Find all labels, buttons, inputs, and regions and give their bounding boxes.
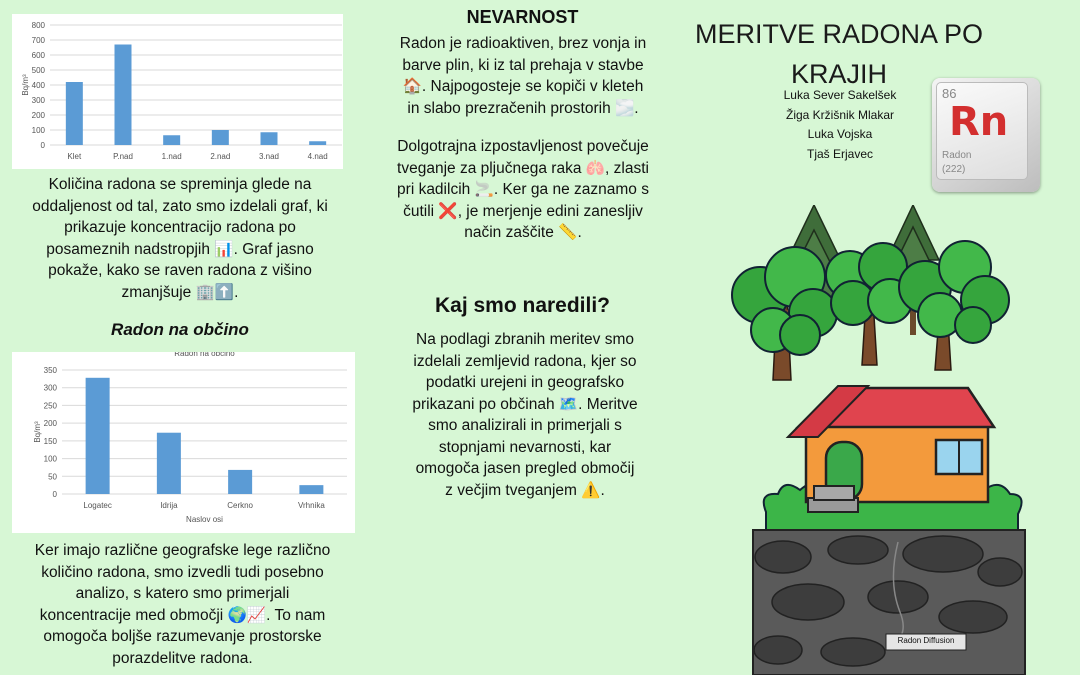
- element-symbol: Rn: [949, 99, 1009, 145]
- bar-klet: [66, 82, 83, 145]
- y-tick-label: 600: [31, 51, 45, 60]
- tree-icon: [732, 247, 837, 380]
- y-axis-label: Bq/m³: [21, 74, 30, 96]
- author-name: Žiga Kržišnik Mlakar: [785, 107, 895, 122]
- municipality-chart: [12, 352, 355, 533]
- atomic-number: 86: [942, 86, 957, 101]
- y-tick-label: 100: [31, 126, 45, 135]
- bar-idrija: [157, 433, 181, 494]
- municipality-heading: Radon na občino: [111, 320, 249, 339]
- poster-title: MERITVE RADONA PO KRAJIH: [694, 19, 984, 89]
- municipality-bar-chart: [12, 352, 355, 533]
- x-tick-label: 4.nad: [307, 152, 328, 161]
- element-mass: (222): [942, 164, 966, 175]
- trees-illustration: [725, 205, 1035, 385]
- x-tick-label: Idrija: [160, 501, 178, 510]
- bar-cerkno: [228, 470, 252, 494]
- y-tick-label: 250: [43, 401, 57, 411]
- x-axis-label: Naslov osi: [186, 515, 223, 524]
- author-name: Luka Sever Sakelšek: [783, 88, 897, 102]
- y-tick-label: 400: [31, 81, 45, 90]
- x-tick-label: Vrhnika: [297, 501, 325, 510]
- x-tick-label: 3.nad: [258, 152, 280, 161]
- danger-paragraph-2: Dolgotrajna izpostavljenost povečuje tveganje za pljučnega raka 🫁, zlasti pri kadilcih 🚬. Ker ga ne zaznamo s čutili ❌, je merjenje edini zanesljiv način zaščite 📏.: [397, 138, 649, 241]
- y-tick-label: 150: [43, 436, 57, 446]
- y-tick-label: 800: [31, 21, 45, 30]
- authors-list: [760, 86, 920, 164]
- bar-4nad: [309, 141, 326, 145]
- y-tick-label: 100: [43, 454, 57, 464]
- x-tick-label: P.nad: [113, 152, 133, 161]
- element-name: Radon: [942, 150, 972, 161]
- chart-title: Radon na občino: [174, 352, 235, 358]
- tree-icon: [826, 243, 912, 365]
- floors-bar-chart: [12, 14, 343, 169]
- radon-element-tile: [932, 78, 1040, 192]
- y-tick-label: 200: [31, 111, 45, 120]
- x-tick-label: 1.nad: [161, 152, 182, 161]
- author-name: Luka Vojska: [807, 127, 873, 141]
- x-tick-label: Cerkno: [227, 501, 254, 510]
- done-heading: Kaj smo naredili?: [434, 294, 611, 317]
- bar-3nad: [261, 132, 278, 145]
- y-tick-label: 700: [31, 36, 45, 45]
- house-soil-illustration: [748, 382, 1030, 675]
- done-paragraph: Na podlagi zbranih meritev smo izdelali zemljevid radona, kjer so podatki urejeni in geografsko prikazani po občinah 🗺️. Meritve smo analizirali in primerjali s stopnjami nevarnosti, kar omogoča jasen pregled območij z večjim tveganjem ⚠️.: [412, 331, 638, 499]
- bar-vrhnika: [299, 485, 323, 494]
- house-icon: [788, 386, 994, 512]
- municipality-paragraph: Ker imajo različne geografske lege različno količino radona, smo izvedli tudi posebno analizo, s katero smo primerjali koncentracije med območji 🌍📈. To nam omogoča boljše razumevanje prostorske porazdelitve radona.: [34, 542, 331, 667]
- floors-chart: [12, 14, 343, 169]
- bar-2nad: [212, 130, 229, 145]
- bar-1nad: [163, 135, 180, 145]
- y-axis-label: Bq/m³: [33, 421, 42, 443]
- y-tick-label: 0: [40, 141, 45, 150]
- y-tick-label: 0: [52, 490, 57, 499]
- y-tick-label: 500: [31, 66, 45, 75]
- x-tick-label: Logatec: [83, 501, 112, 510]
- radon-diffusion-label: Radon Diffusion: [897, 636, 955, 645]
- bar-pnad: [115, 45, 132, 146]
- y-tick-label: 50: [48, 472, 57, 482]
- y-tick-label: 300: [31, 96, 45, 105]
- danger-heading: NEVARNOST: [466, 7, 579, 27]
- danger-paragraph-1: Radon je radioaktiven, brez vonja in barve plin, ki iz tal prehaja v stavbe 🏠. Najpogosteje se kopiči v kleteh in slabo prezračenih prostorih 🌫️.: [399, 35, 647, 117]
- x-tick-label: Klet: [67, 152, 82, 161]
- y-tick-label: 300: [43, 383, 57, 393]
- top-heading-fragment: [60, 0, 330, 2]
- author-name: Tjaš Erjavec: [806, 146, 874, 161]
- bar-logatec: [86, 378, 110, 494]
- floors-paragraph: Količina radona se spreminja glede na oddaljenost od tal, zato smo izdelali graf, ki prikazuje koncentracijo radona po posameznih nadstropjih 📊. Graf jasno pokaže, kako se raven radona z višino zmanjšuje 🏢⬆️.: [32, 176, 328, 301]
- y-tick-label: 200: [43, 419, 57, 429]
- x-tick-label: 2.nad: [210, 152, 231, 161]
- y-tick-label: 350: [43, 366, 57, 375]
